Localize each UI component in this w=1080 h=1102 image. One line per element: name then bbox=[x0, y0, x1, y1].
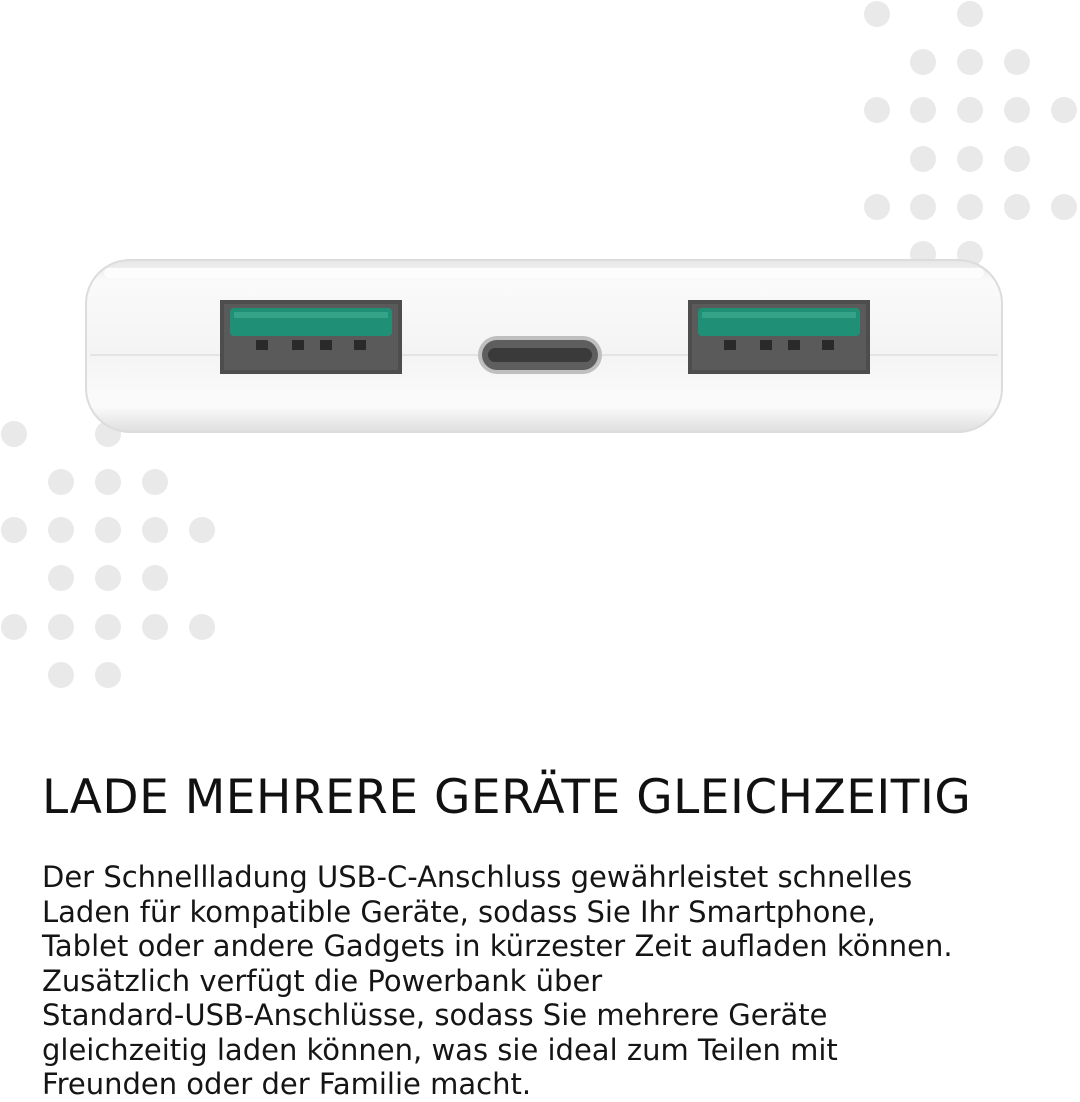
description-line: gleichzeitig laden können, was sie ideal zum Teilen mit bbox=[42, 1032, 838, 1067]
description-line: Der Schnellladung USB-C-Anschluss gewährleistet schnelles bbox=[42, 860, 913, 894]
decorative-dot bbox=[48, 614, 74, 640]
powerbank-side-view bbox=[84, 256, 1004, 438]
decorative-dot bbox=[142, 565, 168, 591]
description-paragraph bbox=[42, 860, 1062, 1102]
decorative-dot bbox=[95, 517, 121, 543]
decorative-dot bbox=[864, 97, 890, 123]
decorative-dot bbox=[1, 421, 27, 447]
decorative-dot bbox=[48, 565, 74, 591]
description-line: Standard-USB-Anschlüsse, sodass Sie mehrere Geräte bbox=[42, 998, 828, 1032]
decorative-dot bbox=[189, 614, 215, 640]
decorative-dot bbox=[910, 97, 936, 123]
decorative-dot bbox=[48, 469, 74, 495]
headline: LADE MEHRERE GERÄTE GLEICHZEITIG bbox=[42, 770, 972, 825]
description-line: Freunden oder der Familie macht. bbox=[42, 1067, 532, 1101]
usb-a-port-left-icon bbox=[220, 300, 402, 374]
decorative-dot bbox=[142, 517, 168, 543]
usb-a-port-right-icon bbox=[688, 300, 870, 374]
decorative-dot bbox=[1004, 49, 1030, 75]
decorative-dot bbox=[142, 469, 168, 495]
decorative-dot bbox=[95, 565, 121, 591]
decorative-dot bbox=[1004, 146, 1030, 172]
decorative-dot bbox=[910, 146, 936, 172]
decorative-dot bbox=[957, 49, 983, 75]
decorative-dot bbox=[957, 146, 983, 172]
decorative-dot bbox=[910, 194, 936, 220]
decorative-dot bbox=[142, 614, 168, 640]
decorative-dot bbox=[957, 1, 983, 27]
decorative-dot bbox=[1051, 194, 1077, 220]
decorative-dot bbox=[957, 97, 983, 123]
decorative-dot bbox=[48, 517, 74, 543]
decorative-dot bbox=[957, 194, 983, 220]
decorative-dot bbox=[1, 614, 27, 640]
decorative-dot bbox=[1051, 97, 1077, 123]
decorative-dot bbox=[1004, 194, 1030, 220]
decorative-dot bbox=[95, 614, 121, 640]
description-line: Zusätzlich verfügt die Powerbank über bbox=[42, 963, 603, 998]
decorative-dot bbox=[1, 517, 27, 543]
dot-pattern-left-icon bbox=[1, 421, 215, 688]
decorative-dot bbox=[95, 469, 121, 495]
usb-c-port-icon bbox=[478, 336, 602, 374]
description-line: Laden für kompatible Geräte, sodass Sie Ihr Smartphone, bbox=[42, 894, 876, 929]
decorative-dot bbox=[910, 49, 936, 75]
decorative-dot bbox=[48, 662, 74, 688]
description-line: Tablet oder andere Gadgets in kürzester Zeit aufladen können. bbox=[42, 929, 953, 963]
dot-pattern-top-right-icon bbox=[864, 1, 1077, 267]
decorative-dot bbox=[95, 662, 121, 688]
decorative-dot bbox=[864, 194, 890, 220]
decorative-dot bbox=[189, 517, 215, 543]
decorative-dot bbox=[1004, 97, 1030, 123]
decorative-dot bbox=[864, 1, 890, 27]
